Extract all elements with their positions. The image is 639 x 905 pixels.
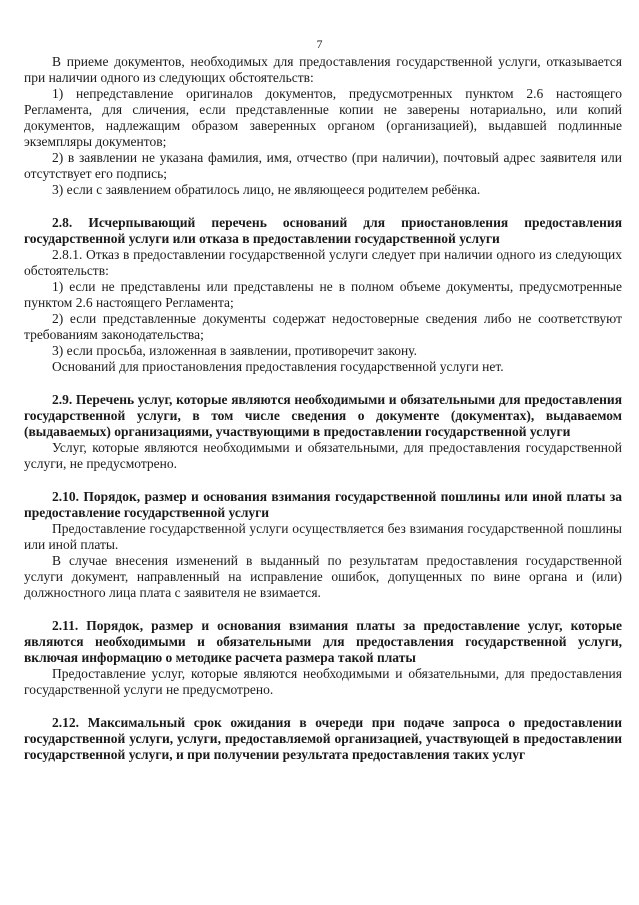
page-number: 7 (316, 37, 323, 51)
document-body (24, 54, 622, 763)
intro-paragraph: В приеме документов, необходимых для предоставления государственной услуги, отказывается при наличии одного из следующих обстоятельств: (24, 54, 622, 85)
section-2-8-item-2: 2) если представленные документы содержат недостоверные сведения либо не соответствуют требованиям законодательства; (24, 311, 622, 342)
intro-item-2: 2) в заявлении не указана фамилия, имя, отчество (при наличии), почтовый адрес заявителя или отсутствует его подпись; (24, 150, 622, 181)
section-2-8-item-3: 3) если просьба, изложенная в заявлении, противоречит закону. (52, 343, 417, 358)
section-2-10-text-2: В случае внесения изменений в выданный по результатам предоставления государственной услуги документ, направленный на исправление ошибок, допущенных по вине органа и (или) должностного лица плата с заявителя не взимается. (24, 553, 622, 600)
section-2-10-heading: 2.10. Порядок, размер и основания взимания государственной пошлины или иной платы за предоставление государственной услуги (24, 489, 622, 520)
section-2-8-closing: Оснований для приостановления предоставления государственной услуги нет. (52, 359, 504, 374)
section-2-8-1-paragraph: 2.8.1. Отказ в предоставлении государственной услуги следует при наличии одного из следующих обстоятельств: (24, 247, 622, 278)
section-2-12-heading: 2.12. Максимальный срок ожидания в очереди при подаче запроса о предоставлении государственной услуги, услуги, предоставляемой организацией, участвующей в предоставлении государственной услуги, и при получении результата предоставления таких услуг (24, 715, 622, 762)
section-2-11-text: Предоставление услуг, которые являются необходимыми и обязательными, для предоставления государственной услуги не предусмотрено. (24, 666, 622, 697)
section-2-11-heading: 2.11. Порядок, размер и основания взимания платы за предоставление услуг, которые являются необходимыми и обязательными для предоставления государственной услуги, включая информацию о методике расчета размера такой платы (24, 618, 622, 665)
section-2-8-heading: 2.8. Исчерпывающий перечень оснований для приостановления предоставления государственной услуги или отказа в предоставлении государственной услуги (24, 215, 622, 246)
section-2-8-item-1: 1) если не представлены или представлены не в полном объеме документы, предусмотренные пунктом 2.6 настоящего Регламента; (24, 279, 622, 310)
section-2-9-text: Услуг, которые являются необходимыми и обязательными, для предоставления государственной услуги, не предусмотрено. (24, 440, 622, 471)
section-2-10-text-1: Предоставление государственной услуги осуществляется без взимания государственной пошлины или иной платы. (24, 521, 622, 552)
intro-item-3: 3) если с заявлением обратилось лицо, не являющееся родителем ребёнка. (52, 182, 481, 197)
intro-item-1: 1) непредставление оригиналов документов, предусмотренных пунктом 2.6 настоящего Регламента, для сличения, если представленные копии не заверены нотариально, или копий документов, надлежащим образом заверенных органом (организацией), выдавшей подлинные экземпляры документов; (24, 86, 622, 149)
section-2-9-heading: 2.9. Перечень услуг, которые являются необходимыми и обязательными для предоставления государственной услуги, в том числе сведения о документе (документах), выдаваемом (выдаваемых) организациями, участвующими в предоставлении государственной услуги (24, 392, 622, 439)
